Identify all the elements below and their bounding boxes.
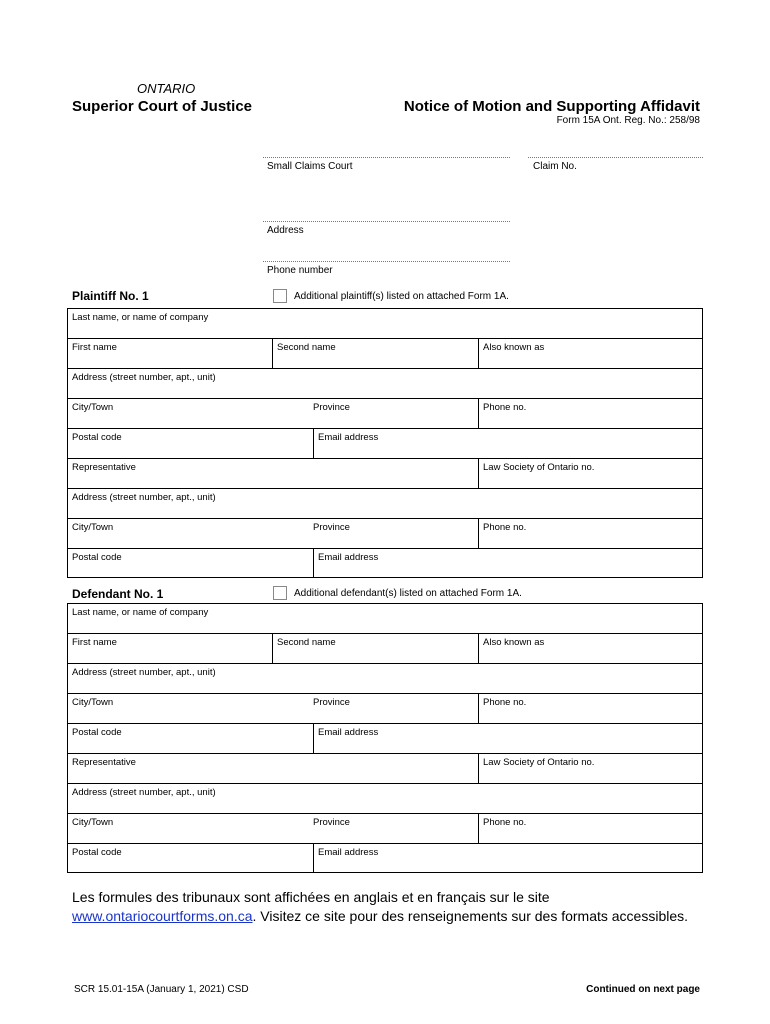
city-field[interactable] bbox=[68, 399, 309, 428]
def-address-row[interactable] bbox=[67, 663, 703, 693]
def-last-name-label: Last name, or name of company bbox=[72, 607, 209, 618]
address-label: Address (street number, apt., unit) bbox=[72, 372, 216, 383]
defendant-heading: Defendant No. 1 bbox=[72, 587, 164, 601]
def-representative-label: Representative bbox=[72, 757, 136, 768]
def-rep-city-row bbox=[67, 813, 703, 843]
claim-no-label: Claim No. bbox=[533, 161, 577, 172]
first-name-row bbox=[67, 338, 703, 368]
second-name-label: Second name bbox=[277, 342, 336, 353]
def-representative-row bbox=[67, 753, 703, 783]
address-row[interactable] bbox=[67, 368, 703, 398]
rep-postal-field[interactable] bbox=[68, 549, 313, 577]
french-notice-text-2: . Visitez ce site pour des renseignements sur des formats accessibles. bbox=[252, 908, 689, 924]
province-field[interactable] bbox=[309, 399, 478, 428]
postal-row bbox=[67, 428, 703, 458]
rep-email-label: Email address bbox=[318, 552, 379, 563]
province-label: Province bbox=[313, 402, 350, 413]
def-postal-row bbox=[67, 723, 703, 753]
small-claims-court-field[interactable] bbox=[263, 157, 510, 158]
lso-field[interactable] bbox=[478, 459, 702, 488]
court-address-label: Address bbox=[267, 225, 304, 236]
representative-label: Representative bbox=[72, 462, 136, 473]
last-name-label: Last name, or name of company bbox=[72, 312, 209, 323]
city-row bbox=[67, 398, 703, 428]
def-email-label: Email address bbox=[318, 727, 379, 738]
ontario-court-forms-link[interactable]: www.ontariocourtforms.on.ca bbox=[72, 908, 253, 924]
def-email-field[interactable] bbox=[313, 724, 702, 753]
def-second-name-field[interactable] bbox=[272, 634, 478, 663]
def-representative-field[interactable] bbox=[68, 754, 478, 783]
def-rep-province-label: Province bbox=[313, 817, 350, 828]
also-known-as-label: Also known as bbox=[483, 342, 545, 353]
def-postal-field[interactable] bbox=[68, 724, 313, 753]
def-lso-label: Law Society of Ontario no. bbox=[483, 757, 595, 768]
form-title: Notice of Motion and Supporting Affidavit bbox=[403, 98, 700, 115]
def-phone-field[interactable] bbox=[478, 694, 702, 723]
court-address-field[interactable] bbox=[263, 221, 510, 222]
additional-plaintiffs-checkbox[interactable] bbox=[273, 289, 287, 303]
rep-province-label: Province bbox=[313, 522, 350, 533]
last-name-row[interactable] bbox=[67, 308, 703, 338]
representative-row bbox=[67, 458, 703, 488]
continued-label: Continued on next page bbox=[586, 984, 700, 995]
def-city-label: City/Town bbox=[72, 697, 114, 708]
def-rep-email-label: Email address bbox=[318, 847, 379, 858]
def-rep-postal-field[interactable] bbox=[68, 844, 313, 872]
def-rep-province-field[interactable] bbox=[309, 814, 478, 843]
def-first-name-label: First name bbox=[72, 637, 117, 648]
form-code: SCR 15.01-15A (January 1, 2021) CSD bbox=[74, 984, 249, 995]
second-name-field[interactable] bbox=[272, 339, 478, 368]
plaintiff-grid bbox=[67, 308, 703, 578]
rep-address-row[interactable] bbox=[67, 488, 703, 518]
additional-plaintiffs-label: Additional plaintiff(s) listed on attached Form 1A. bbox=[294, 291, 509, 302]
def-rep-postal-label: Postal code bbox=[72, 847, 122, 858]
rep-address-label: Address (street number, apt., unit) bbox=[72, 492, 216, 503]
def-rep-email-field[interactable] bbox=[313, 844, 702, 872]
rep-phone-field[interactable] bbox=[478, 519, 702, 548]
representative-field[interactable] bbox=[68, 459, 478, 488]
def-rep-address-row[interactable] bbox=[67, 783, 703, 813]
def-province-field[interactable] bbox=[309, 694, 478, 723]
first-name-label: First name bbox=[72, 342, 117, 353]
rep-city-row bbox=[67, 518, 703, 548]
court-name: Superior Court of Justice bbox=[72, 98, 253, 115]
def-city-row bbox=[67, 693, 703, 723]
rep-email-field[interactable] bbox=[313, 549, 702, 577]
def-also-known-as-label: Also known as bbox=[483, 637, 545, 648]
postal-field[interactable] bbox=[68, 429, 313, 458]
def-rep-address-label: Address (street number, apt., unit) bbox=[72, 787, 216, 798]
def-phone-label: Phone no. bbox=[483, 697, 527, 708]
rep-province-field[interactable] bbox=[309, 519, 478, 548]
additional-defendants-checkbox[interactable] bbox=[273, 586, 287, 600]
def-first-name-field[interactable] bbox=[68, 634, 272, 663]
def-province-label: Province bbox=[313, 697, 350, 708]
postal-label: Postal code bbox=[72, 432, 122, 443]
def-last-name-row[interactable] bbox=[67, 603, 703, 633]
defendant-grid bbox=[67, 603, 703, 873]
french-notice bbox=[72, 888, 712, 926]
def-rep-city-label: City/Town bbox=[72, 817, 114, 828]
phone-label: Phone no. bbox=[483, 402, 527, 413]
french-notice-text-1: Les formules des tribunaux sont affichées en anglais et en français sur le site bbox=[72, 889, 550, 905]
phone-field[interactable] bbox=[478, 399, 702, 428]
def-rep-phone-field[interactable] bbox=[478, 814, 702, 843]
rep-postal-row bbox=[67, 548, 703, 578]
def-postal-label: Postal code bbox=[72, 727, 122, 738]
also-known-as-field[interactable] bbox=[478, 339, 702, 368]
def-second-name-label: Second name bbox=[277, 637, 336, 648]
def-address-label: Address (street number, apt., unit) bbox=[72, 667, 216, 678]
plaintiff-heading: Plaintiff No. 1 bbox=[72, 289, 149, 303]
court-phone-label: Phone number bbox=[267, 265, 333, 276]
def-lso-field[interactable] bbox=[478, 754, 702, 783]
def-rep-city-field[interactable] bbox=[68, 814, 309, 843]
additional-defendants-label: Additional defendant(s) listed on attached Form 1A. bbox=[294, 588, 522, 599]
email-label: Email address bbox=[318, 432, 379, 443]
claim-no-field[interactable] bbox=[528, 157, 703, 158]
rep-postal-label: Postal code bbox=[72, 552, 122, 563]
form-number: Form 15A Ont. Reg. No.: 258/98 bbox=[556, 115, 700, 126]
def-rep-postal-row bbox=[67, 843, 703, 873]
province-label: ONTARIO bbox=[137, 81, 196, 96]
email-field[interactable] bbox=[313, 429, 702, 458]
def-first-name-row bbox=[67, 633, 703, 663]
rep-city-field[interactable] bbox=[68, 519, 309, 548]
court-phone-field[interactable] bbox=[263, 261, 510, 262]
lso-label: Law Society of Ontario no. bbox=[483, 462, 595, 473]
def-city-field[interactable] bbox=[68, 694, 309, 723]
city-label: City/Town bbox=[72, 402, 114, 413]
def-also-known-as-field[interactable] bbox=[478, 634, 702, 663]
rep-phone-label: Phone no. bbox=[483, 522, 527, 533]
first-name-field[interactable] bbox=[68, 339, 272, 368]
rep-city-label: City/Town bbox=[72, 522, 114, 533]
def-rep-phone-label: Phone no. bbox=[483, 817, 527, 828]
small-claims-court-label: Small Claims Court bbox=[267, 161, 353, 172]
